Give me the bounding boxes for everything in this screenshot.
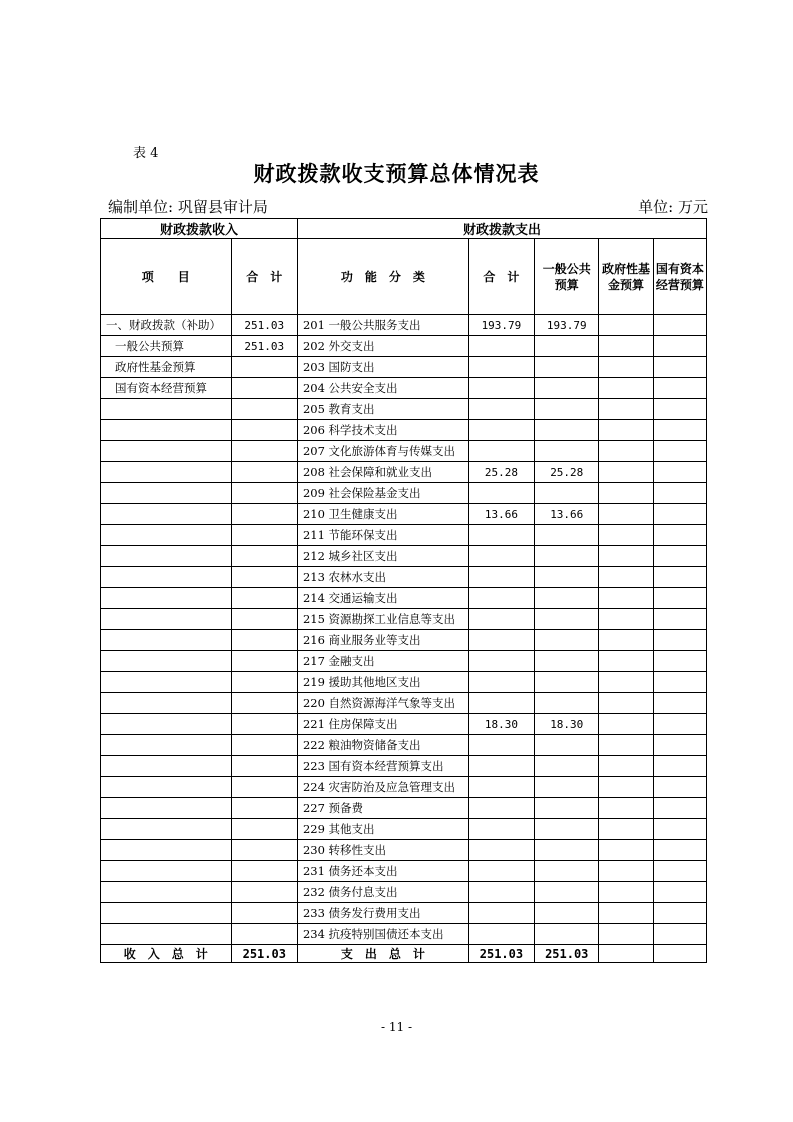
expense-total-cell [468,567,534,588]
gov-fund-cell [599,693,653,714]
state-capital-cell [653,861,706,882]
general-budget-cell: 13.66 [535,504,599,525]
general-budget-cell [535,609,599,630]
expense-total-cell [468,861,534,882]
expense-total-cell [468,672,534,693]
state-capital-header: 国有资本经营预算 [653,239,706,315]
income-item-cell [101,420,232,441]
general-budget-cell [535,777,599,798]
general-budget-cell [535,756,599,777]
func-class-cell: 234 抗疫特别国债还本支出 [297,924,468,945]
func-class-cell: 216 商业服务业等支出 [297,630,468,651]
income-value-cell [231,714,297,735]
income-value-cell [231,777,297,798]
income-value-cell [231,525,297,546]
state-capital-cell [653,672,706,693]
income-value-cell [231,462,297,483]
func-class-cell: 212 城乡社区支出 [297,546,468,567]
table-row [101,693,707,714]
income-item-cell [101,819,232,840]
state-total-value [653,945,706,963]
income-value-cell [231,693,297,714]
income-item-cell [101,882,232,903]
general-budget-cell [535,525,599,546]
income-value-cell [231,357,297,378]
func-class-cell: 210 卫生健康支出 [297,504,468,525]
expense-total-cell [468,756,534,777]
general-budget-cell: 18.30 [535,714,599,735]
expense-total-cell [468,588,534,609]
table-row [101,441,707,462]
gov-fund-cell [599,903,653,924]
expense-total-cell: 25.28 [468,462,534,483]
gov-fund-cell [599,672,653,693]
func-class-cell: 203 国防支出 [297,357,468,378]
income-total-header: 合 计 [231,239,297,315]
table-row [101,672,707,693]
income-value-cell [231,588,297,609]
general-budget-cell [535,630,599,651]
income-item-cell: 政府性基金预算 [101,357,232,378]
income-item-cell [101,546,232,567]
general-budget-cell [535,378,599,399]
state-capital-cell [653,609,706,630]
gov-fund-cell [599,504,653,525]
func-class-cell: 222 粮油物资储备支出 [297,735,468,756]
func-class-cell: 219 援助其他地区支出 [297,672,468,693]
income-item-cell [101,777,232,798]
unit-label: 单位: 万元 [638,198,708,216]
income-item-cell [101,399,232,420]
func-class-cell: 233 债务发行费用支出 [297,903,468,924]
gov-fund-cell [599,441,653,462]
func-class-cell: 211 节能环保支出 [297,525,468,546]
table-row [101,777,707,798]
income-value-cell [231,756,297,777]
table-row [101,630,707,651]
income-item-cell [101,567,232,588]
func-class-cell: 214 交通运输支出 [297,588,468,609]
func-class-cell: 215 资源勘探工业信息等支出 [297,609,468,630]
income-value-cell: 251.03 [231,315,297,336]
table-row [101,840,707,861]
income-value-cell [231,672,297,693]
gov-fund-cell [599,798,653,819]
state-capital-cell [653,462,706,483]
income-value-cell [231,735,297,756]
table-row [101,504,707,525]
income-value-cell [231,441,297,462]
table-row [101,924,707,945]
expense-total-cell [468,798,534,819]
item-header: 项 目 [101,239,232,315]
income-value-cell [231,840,297,861]
table-row [101,399,707,420]
income-item-cell [101,504,232,525]
gov-fund-cell [599,777,653,798]
general-budget-cell [535,924,599,945]
func-class-cell: 232 债务付息支出 [297,882,468,903]
expense-total-cell [468,525,534,546]
gov-fund-cell [599,609,653,630]
general-budget-header: 一般公共预算 [535,239,599,315]
state-capital-cell [653,798,706,819]
income-item-cell [101,735,232,756]
income-total-label: 收 入 总 计 [101,945,232,963]
state-capital-cell [653,819,706,840]
general-budget-cell [535,735,599,756]
income-item-cell [101,756,232,777]
gov-fund-cell [599,378,653,399]
state-capital-cell [653,714,706,735]
state-capital-cell [653,441,706,462]
expense-total-cell [468,441,534,462]
income-value-cell [231,609,297,630]
general-budget-cell [535,861,599,882]
expense-total-cell [468,399,534,420]
income-value-cell [231,651,297,672]
general-budget-cell [535,336,599,357]
income-value-cell [231,861,297,882]
expense-group-header: 财政拨款支出 [297,219,706,239]
table-row [101,756,707,777]
gov-fund-cell [599,882,653,903]
gov-fund-cell [599,861,653,882]
state-capital-cell [653,336,706,357]
func-class-cell: 208 社会保障和就业支出 [297,462,468,483]
expense-total-cell [468,630,534,651]
gov-fund-cell [599,357,653,378]
income-item-cell: 国有资本经营预算 [101,378,232,399]
state-capital-cell [653,903,706,924]
general-total-value: 251.03 [535,945,599,963]
income-value-cell [231,378,297,399]
func-class-cell: 227 预备费 [297,798,468,819]
expense-total-cell [468,693,534,714]
func-class-cell: 223 国有资本经营预算支出 [297,756,468,777]
expense-total-cell: 13.66 [468,504,534,525]
func-class-cell: 207 文化旅游体育与传媒支出 [297,441,468,462]
state-capital-cell [653,588,706,609]
income-value-cell [231,420,297,441]
expense-total-cell [468,546,534,567]
table-row [101,525,707,546]
table-body [101,315,707,945]
func-class-cell: 220 自然资源海洋气象等支出 [297,693,468,714]
income-item-cell [101,840,232,861]
income-item-cell [101,798,232,819]
table-row [101,819,707,840]
table-row [101,378,707,399]
income-item-cell [101,672,232,693]
income-item-cell [101,588,232,609]
table-row [101,483,707,504]
income-item-cell [101,861,232,882]
state-capital-cell [653,525,706,546]
func-class-cell: 209 社会保险基金支出 [297,483,468,504]
gov-fund-cell [599,840,653,861]
general-budget-cell [535,483,599,504]
gov-fund-cell [599,819,653,840]
expense-total-cell [468,420,534,441]
income-item-cell [101,462,232,483]
general-budget-cell [535,840,599,861]
expense-total-cell: 18.30 [468,714,534,735]
state-capital-cell [653,777,706,798]
table-row [101,588,707,609]
general-budget-cell [535,798,599,819]
table-row [101,861,707,882]
state-capital-cell [653,630,706,651]
expense-total-cell [468,903,534,924]
income-value-cell: 251.03 [231,336,297,357]
gov-fund-cell [599,735,653,756]
expense-total-value: 251.03 [468,945,534,963]
income-total-value: 251.03 [231,945,297,963]
gov-fund-cell [599,483,653,504]
state-capital-cell [653,735,706,756]
expense-total-cell: 193.79 [468,315,534,336]
state-capital-cell [653,840,706,861]
expense-total-cell [468,378,534,399]
income-item-cell: 一般公共预算 [101,336,232,357]
gov-total-value [599,945,653,963]
expense-total-cell [468,357,534,378]
expense-total-cell [468,924,534,945]
func-class-cell: 221 住房保障支出 [297,714,468,735]
gov-fund-cell [599,630,653,651]
gov-fund-cell [599,588,653,609]
income-group-header: 财政拨款收入 [101,219,298,239]
gov-fund-cell [599,336,653,357]
expense-total-cell [468,735,534,756]
general-budget-cell [535,693,599,714]
func-class-cell: 229 其他支出 [297,819,468,840]
table-row [101,462,707,483]
income-value-cell [231,798,297,819]
state-capital-cell [653,420,706,441]
expense-total-cell [468,483,534,504]
gov-fund-cell [599,525,653,546]
table-row [101,420,707,441]
gov-fund-cell [599,924,653,945]
table-row [101,798,707,819]
general-budget-cell: 193.79 [535,315,599,336]
state-capital-cell [653,378,706,399]
income-item-cell [101,609,232,630]
table-label: 表 4 [133,146,159,161]
expense-total-cell [468,819,534,840]
state-capital-cell [653,693,706,714]
income-value-cell [231,630,297,651]
income-value-cell [231,567,297,588]
general-budget-cell [535,882,599,903]
general-budget-cell [535,651,599,672]
state-capital-cell [653,756,706,777]
func-class-cell: 230 转移性支出 [297,840,468,861]
table-row [101,651,707,672]
gov-fund-cell [599,714,653,735]
state-capital-cell [653,567,706,588]
general-budget-cell [535,672,599,693]
income-value-cell [231,924,297,945]
table-row [101,357,707,378]
gov-fund-cell [599,399,653,420]
general-budget-cell [535,357,599,378]
state-capital-cell [653,882,706,903]
general-budget-cell [535,903,599,924]
general-budget-cell [535,819,599,840]
general-budget-cell [535,546,599,567]
income-item-cell: 一、财政拨款（补助） [101,315,232,336]
expense-total-cell [468,336,534,357]
gov-fund-cell [599,756,653,777]
gov-fund-cell [599,651,653,672]
table-row [101,567,707,588]
func-class-cell: 205 教育支出 [297,399,468,420]
budget-table [100,218,707,963]
gov-fund-cell [599,546,653,567]
income-item-cell [101,651,232,672]
func-class-cell: 217 金融支出 [297,651,468,672]
general-budget-cell: 25.28 [535,462,599,483]
general-budget-cell [535,399,599,420]
income-item-cell [101,630,232,651]
income-item-cell [101,441,232,462]
income-value-cell [231,819,297,840]
state-capital-cell [653,546,706,567]
expense-total-cell [468,882,534,903]
income-value-cell [231,399,297,420]
table-row [101,546,707,567]
page-title: 财政拨款收支预算总体情况表 [253,161,540,186]
page-number: - 11 - [380,1020,412,1034]
table-row [101,609,707,630]
state-capital-cell [653,315,706,336]
state-capital-cell [653,651,706,672]
gov-fund-cell [599,567,653,588]
gov-fund-cell [599,315,653,336]
table-row [101,714,707,735]
func-class-cell: 213 农林水支出 [297,567,468,588]
state-capital-cell [653,399,706,420]
income-item-cell [101,693,232,714]
func-class-cell: 206 科学技术支出 [297,420,468,441]
gov-fund-cell [599,462,653,483]
gov-fund-header: 政府性基金预算 [599,239,653,315]
func-class-cell: 201 一般公共服务支出 [297,315,468,336]
income-value-cell [231,882,297,903]
income-item-cell [101,924,232,945]
expense-total-cell [468,651,534,672]
func-class-cell: 224 灾害防治及应急管理支出 [297,777,468,798]
state-capital-cell [653,924,706,945]
table-row [101,735,707,756]
income-item-cell [101,714,232,735]
expense-total-cell [468,840,534,861]
gov-fund-cell [599,420,653,441]
general-budget-cell [535,567,599,588]
table-row [101,336,707,357]
total-row [101,945,707,963]
income-value-cell [231,903,297,924]
table-row [101,315,707,336]
income-item-cell [101,525,232,546]
expense-total-cell [468,777,534,798]
func-class-cell: 231 债务还本支出 [297,861,468,882]
income-value-cell [231,546,297,567]
state-capital-cell [653,504,706,525]
state-capital-cell [653,357,706,378]
table-row [101,903,707,924]
income-value-cell [231,483,297,504]
func-class-cell: 204 公共安全支出 [297,378,468,399]
func-class-cell: 202 外交支出 [297,336,468,357]
org-name: 编制单位: 巩留县审计局 [108,198,268,216]
general-budget-cell [535,441,599,462]
income-item-cell [101,903,232,924]
general-budget-cell [535,588,599,609]
expense-total-label: 支 出 总 计 [297,945,468,963]
expense-total-header: 合 计 [468,239,534,315]
state-capital-cell [653,483,706,504]
income-item-cell [101,483,232,504]
table-row [101,882,707,903]
func-class-header: 功 能 分 类 [297,239,468,315]
expense-total-cell [468,609,534,630]
income-value-cell [231,504,297,525]
general-budget-cell [535,420,599,441]
